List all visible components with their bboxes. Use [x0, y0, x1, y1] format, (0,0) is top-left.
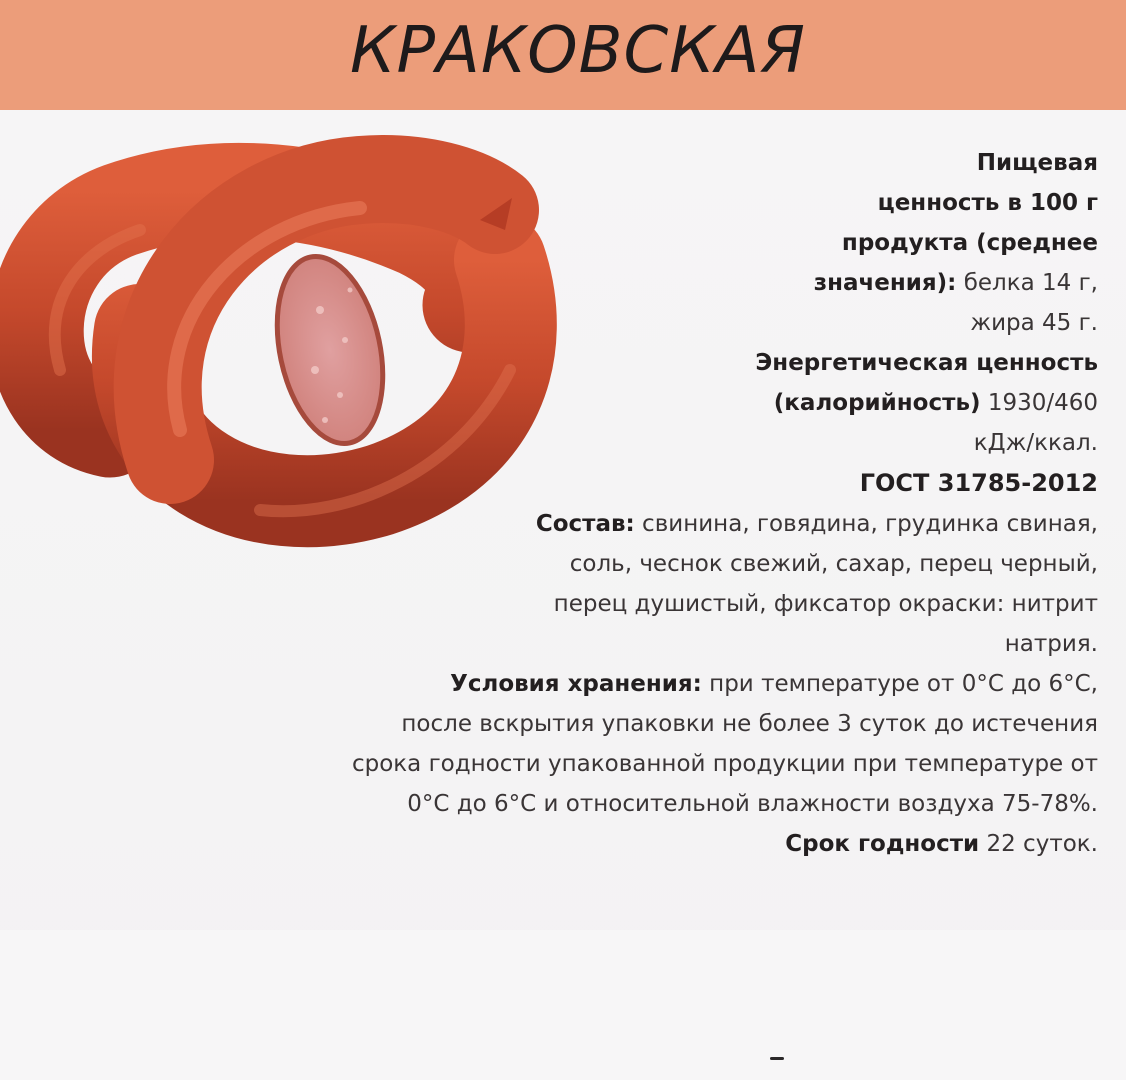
nutrition-line-1: Пищевая [976, 150, 1098, 176]
composition-line-3: перец душистый, фиксатор окраски: нитрит [553, 591, 1098, 617]
nutrition-line-3: продукта (среднее [841, 230, 1098, 256]
gost-standard: ГОСТ 31785-2012 [859, 469, 1098, 497]
storage-line-3: срока годности упакованной продукции при температуре от [351, 751, 1098, 777]
product-info [338, 143, 1098, 864]
composition-line-1: Состав: свинина, говядина, грудинка свиная, [535, 511, 1098, 537]
nutrition-line-2: ценность в 100 г [877, 190, 1098, 216]
nutrition-fat: жира 45 г. [970, 310, 1098, 336]
storage-line-2: после вскрытия упаковки не более 3 суток до истечения [401, 711, 1098, 737]
shelf-life: Срок годности 22 суток. [785, 831, 1098, 857]
composition-line-2: соль, чеснок свежий, сахар, перец черный, [569, 551, 1098, 577]
nutrition-line-4: значения): белка 14 г, [813, 270, 1098, 296]
storage-line-1: Условия хранения: при температуре от 0°C до 6°C, [450, 671, 1098, 697]
page-bottom [0, 930, 1126, 1080]
energy-line-2: (калорийность) 1930/460 [773, 390, 1098, 416]
energy-unit: кДж/ккал. [973, 430, 1098, 456]
product-title: КРАКОВСКАЯ [350, 14, 806, 88]
energy-line-1: Энергетическая ценность [755, 350, 1098, 376]
composition-line-4: натрия. [1004, 631, 1098, 657]
storage-line-4: 0°C до 6°C и относительной влажности воздуха 75-78%. [407, 791, 1098, 817]
header-band [0, 0, 1126, 110]
scan-mark [770, 1057, 784, 1060]
